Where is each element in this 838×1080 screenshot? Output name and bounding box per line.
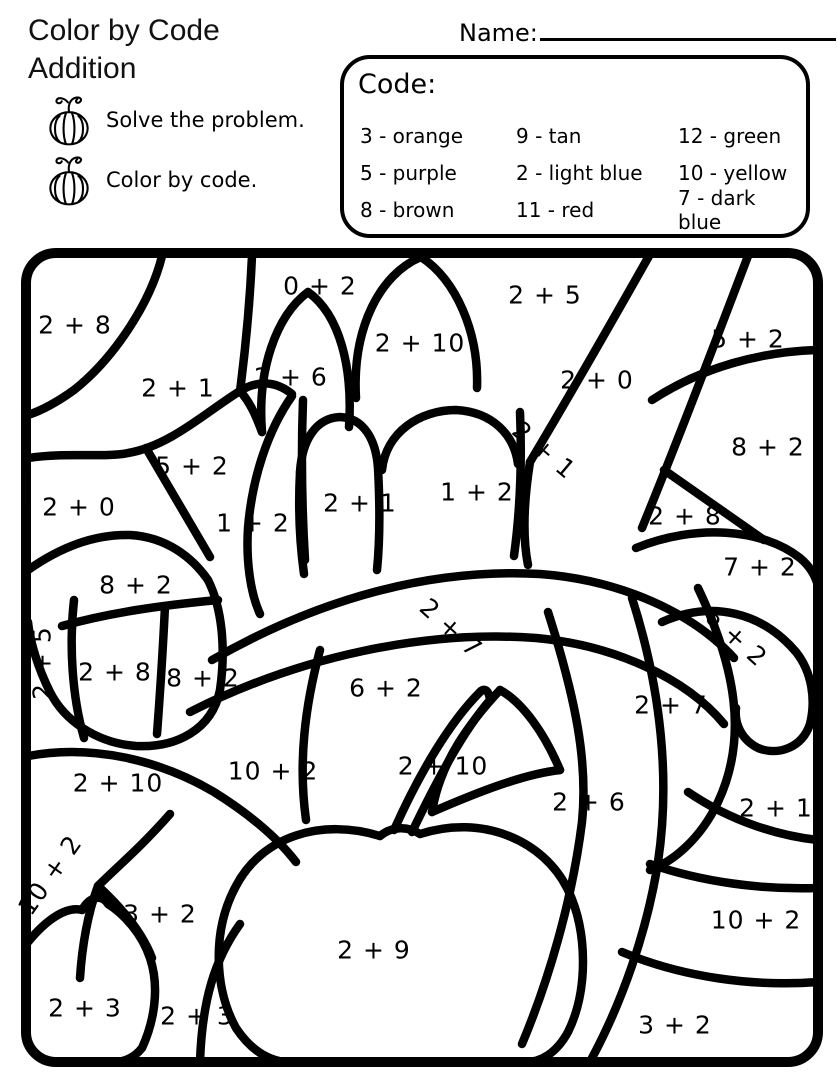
- problem-label: 5 + 2: [711, 324, 785, 354]
- code-entry: 10 - yellow: [678, 160, 788, 185]
- problem-label: 6 + 2: [698, 601, 774, 673]
- problem-label: 5 + 2: [155, 451, 229, 481]
- problem-label: 8 + 2: [166, 663, 240, 693]
- code-heading: Code:: [358, 69, 437, 100]
- problem-label: 2 + 10: [397, 751, 489, 781]
- problem-label: 2 + 10: [72, 768, 164, 798]
- problem-label: 2 + 3: [48, 993, 122, 1023]
- code-entry: 7 - dark blue: [678, 185, 756, 234]
- code-entry: 3 - orange: [360, 123, 464, 148]
- problem-label: 2 + 7: [634, 690, 708, 720]
- name-label: Name:: [459, 19, 538, 47]
- problem-label: 10 + 2: [12, 829, 88, 921]
- problem-label: 1 + 2: [440, 477, 514, 507]
- problem-label: 2 + 6: [254, 362, 328, 392]
- problem-label: 2 + 9: [337, 935, 411, 965]
- problem-label: 2 + 10: [374, 328, 466, 358]
- page-title-line1: Color by Code: [28, 14, 220, 47]
- problem-label: 6 + 2: [349, 673, 423, 703]
- problem-label: 3 + 2: [123, 899, 197, 929]
- problem-label: 2 + 1: [506, 415, 582, 485]
- problem-label: 8 + 2: [731, 432, 805, 462]
- problem-label: 0 + 2: [283, 271, 357, 301]
- problem-label: 2 + 1: [141, 373, 215, 403]
- code-entry: 12 - green: [678, 123, 782, 148]
- instruction-text: Solve the problem.: [106, 108, 305, 132]
- code-entry: 5 - purple: [360, 160, 457, 185]
- problem-label: 2 + 8: [38, 310, 112, 340]
- problem-label: 2 + 5: [508, 280, 582, 310]
- code-entry: 9 - tan: [516, 123, 582, 148]
- problem-label: 7 + 2: [723, 552, 797, 582]
- problem-label: 3 + 2: [638, 1010, 712, 1040]
- code-entry: 2 - light blue: [516, 160, 643, 185]
- page-title-line2: Addition: [28, 52, 137, 85]
- problem-label: 2 + 6: [552, 787, 626, 817]
- code-entry: 8 - brown: [360, 197, 455, 222]
- problem-label: 2 + 8: [648, 501, 722, 531]
- problem-label: 2 + 3: [160, 1001, 234, 1031]
- problem-label: 2 + 1: [739, 793, 813, 823]
- problem-label: 2 + 5: [27, 626, 57, 700]
- problem-label: 2 + 0: [42, 492, 116, 522]
- problem-label: 2 + 7: [413, 592, 489, 664]
- problem-label: 2 + 0: [560, 365, 634, 395]
- problem-label: 2 + 8: [78, 657, 152, 687]
- problem-label: 1 + 2: [216, 508, 290, 538]
- code-entry: 11 - red: [516, 197, 595, 222]
- problem-label: 10 + 2: [227, 756, 319, 786]
- problem-label: 8 + 2: [99, 570, 173, 600]
- problem-label: 10 + 2: [710, 905, 802, 935]
- problem-label: 2 + 1: [323, 488, 397, 518]
- instruction-text: Color by code.: [106, 168, 258, 192]
